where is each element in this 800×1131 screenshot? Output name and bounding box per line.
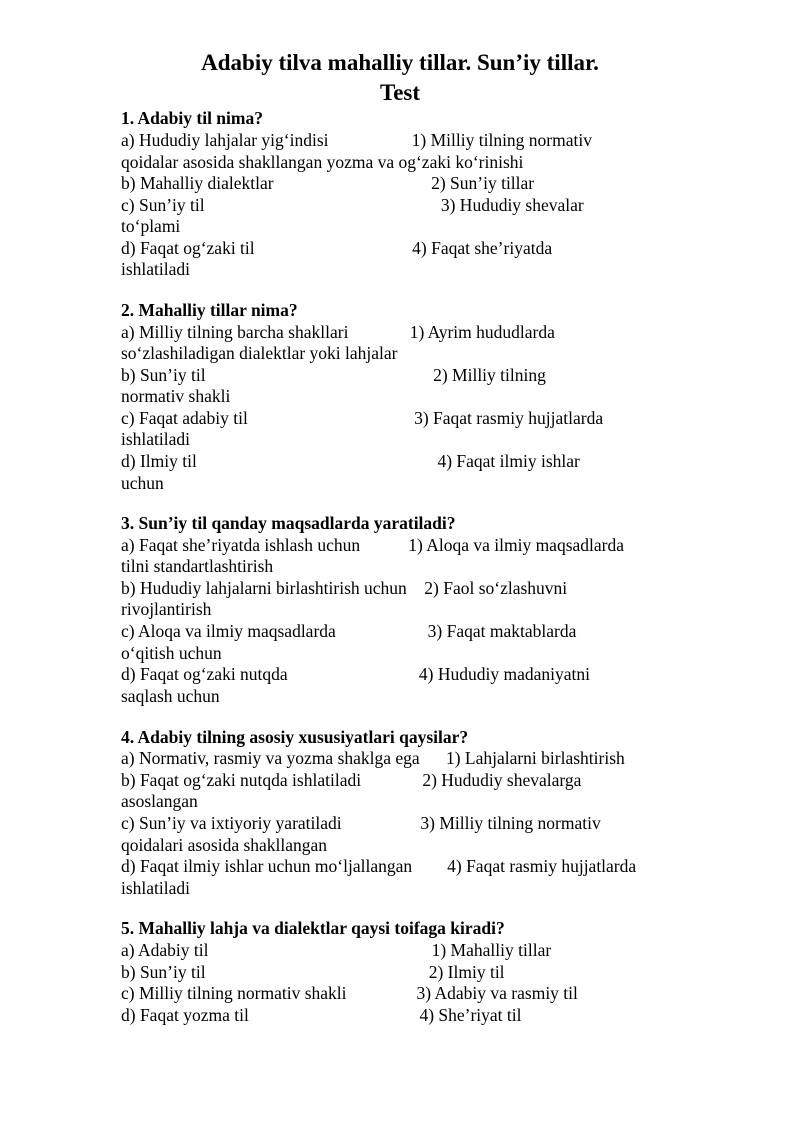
text-line: b) Hududiy lahjalarni birlashtirish uchun 2) Faol so‘zlashuvni	[121, 578, 568, 598]
text-line: b) Sun’iy til 2) Milliy tilning	[121, 365, 546, 385]
text-line: b) Faqat og‘zaki nutqda ishlatiladi 2) Hududiy shevalarga	[121, 770, 582, 790]
text-line: a) Adabiy til 1) Mahalliy tillar	[121, 940, 552, 960]
text-line: normativ shakli	[121, 386, 231, 406]
text-line: d) Faqat yozma til 4) She’riyat til	[121, 1005, 522, 1025]
document-subtitle: Test	[379, 80, 421, 105]
text-line: tilni standartlashtirish	[121, 556, 274, 576]
text-line: d) Faqat og‘zaki til 4) Faqat she’riyatda	[121, 238, 553, 258]
question-4-heading: 4. Adabiy tilning asosiy xususiyatlari qaysilar?	[121, 727, 469, 747]
text-line: a) Faqat she’riyatda ishlash uchun 1) Aloqa va ilmiy maqsadlarda	[121, 535, 624, 555]
text-line: d) Ilmiy til 4) Faqat ilmiy ishlar	[121, 451, 580, 471]
text-line: b) Sun’iy til 2) Ilmiy til	[121, 962, 505, 982]
text-line: d) Faqat og‘zaki nutqda 4) Hududiy madaniyatni	[121, 664, 591, 684]
text-line: rivojlantirish	[121, 599, 212, 619]
text-line: uchun	[121, 473, 164, 493]
text-line: b) Mahalliy dialektlar 2) Sun’iy tillar	[121, 173, 535, 193]
text-line: c) Sun’iy va ixtiyoriy yaratiladi 3) Milliy tilning normativ	[121, 813, 601, 833]
document-title: Adabiy tilva mahalliy tillar. Sun’iy tillar.	[201, 50, 599, 75]
text-line: c) Milliy tilning normativ shakli 3) Adabiy va rasmiy til	[121, 983, 578, 1003]
text-line: ishlatiladi	[121, 878, 191, 898]
text-line: ishlatiladi	[121, 429, 191, 449]
question-2-heading: 2. Mahalliy tillar nima?	[121, 300, 298, 320]
text-line: qoidalar asosida shakllangan yozma va og‘zaki ko‘rinishi	[121, 152, 524, 172]
text-line: asoslangan	[121, 791, 198, 811]
text-line: c) Faqat adabiy til 3) Faqat rasmiy hujjatlarda	[121, 408, 604, 428]
text-line: d) Faqat ilmiy ishlar uchun mo‘ljallangan 4) Faqat rasmiy hujjatlarda	[121, 856, 637, 876]
question-1-heading: 1. Adabiy til nima?	[121, 108, 263, 128]
text-line: ishlatiladi	[121, 259, 191, 279]
text-line: c) Sun’iy til 3) Hududiy shevalar	[121, 195, 584, 215]
text-line: a) Normativ, rasmiy va yozma shaklga ega 1) Lahjalarni birlashtirish	[121, 748, 625, 768]
text-line: to‘plami	[121, 216, 181, 236]
text-line: o‘qitish uchun	[121, 643, 222, 663]
text-line: c) Aloqa va ilmiy maqsadlarda 3) Faqat maktablarda	[121, 621, 577, 641]
text-line: so‘zlashiladigan dialektlar yoki lahjalar	[121, 343, 398, 363]
text-line: saqlash uchun	[121, 686, 220, 706]
question-3-heading: 3. Sun’iy til qanday maqsadlarda yaratiladi?	[121, 513, 456, 533]
text-line: a) Milliy tilning barcha shakllari 1) Ayrim hududlarda	[121, 322, 555, 342]
text-line: qoidalari asosida shakllangan	[121, 835, 328, 855]
question-5-heading: 5. Mahalliy lahja va dialektlar qaysi toifaga kiradi?	[121, 918, 505, 938]
text-line: a) Hududiy lahjalar yig‘indisi 1) Milliy tilning normativ	[121, 130, 592, 150]
